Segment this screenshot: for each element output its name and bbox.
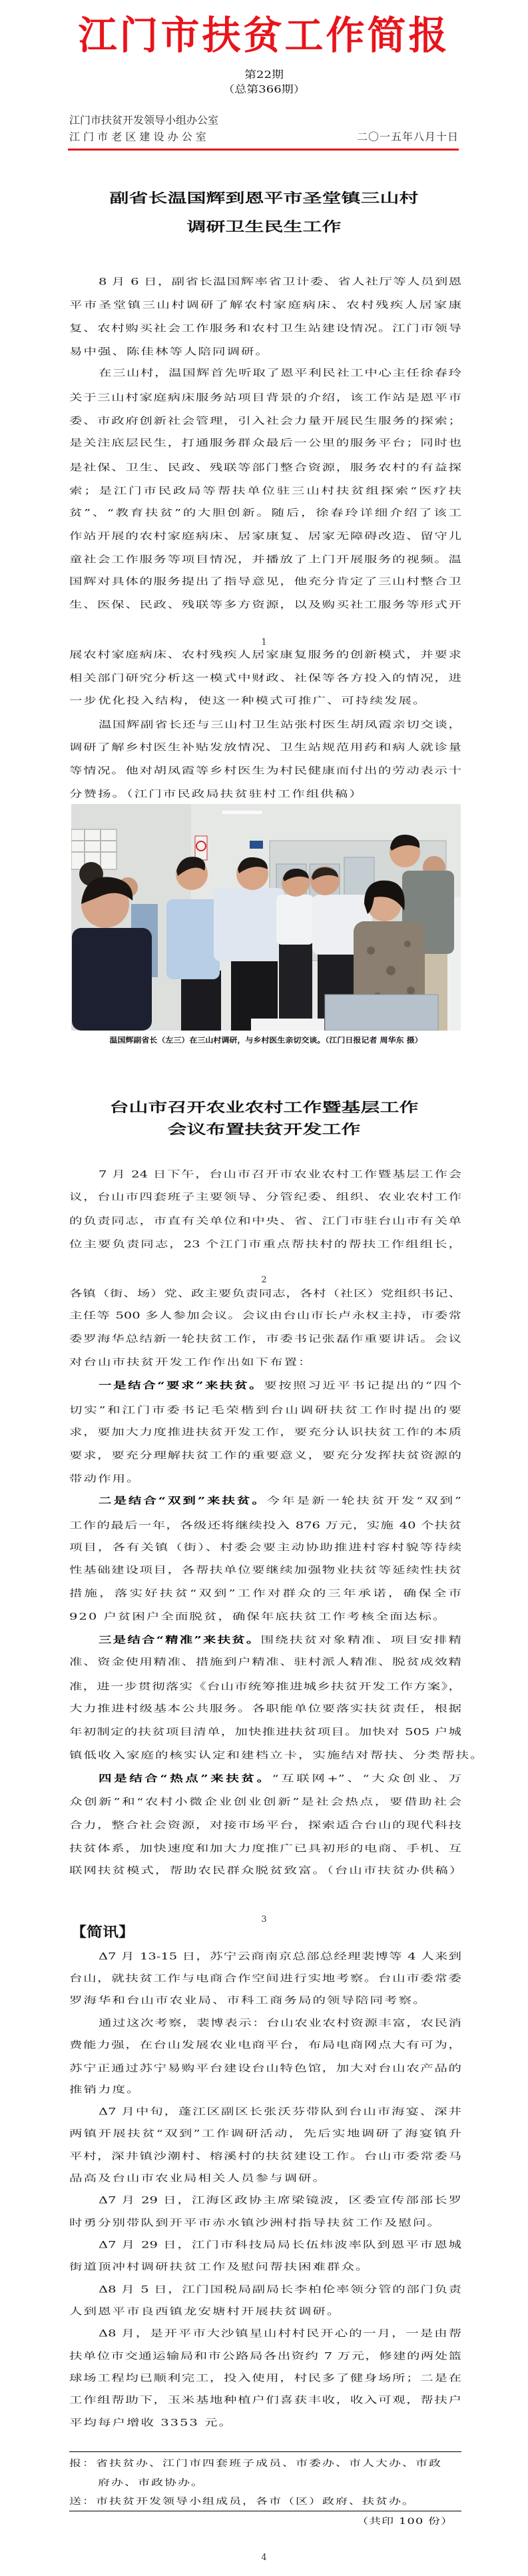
photo-leaders-visiting-clinic	[71, 804, 461, 1031]
paragraph-line	[99, 277, 461, 286]
article-2-title-line-2: 会议布置扶贫开发工作	[167, 1121, 361, 1137]
paragraph-line	[69, 1428, 461, 1437]
issue-number: 第22期	[244, 69, 284, 81]
paragraph-text: Δ8 月，是开平市大沙镇星山村村民开心的一月，一是由帮	[99, 2328, 461, 2340]
send-to-line: 送：市扶贫开发领导小组成员，各市（区）政府、扶贫办。	[69, 2496, 415, 2507]
paragraph-line	[69, 1474, 461, 1484]
paragraph-line	[99, 1170, 461, 1179]
paragraph-line	[99, 720, 461, 729]
paragraph-line	[69, 1451, 461, 1460]
paragraph-line	[69, 1821, 461, 1830]
paragraph-line	[69, 1797, 461, 1807]
paragraph-line	[69, 2418, 461, 2427]
paragraph-text: 众创新”和“农村小微企业创业创新”是社会热点，要借助社会	[69, 1796, 461, 1808]
paragraph-line	[69, 1657, 461, 1667]
paragraph-line	[99, 2018, 461, 2028]
paragraph-line	[99, 2196, 461, 2205]
paragraph-text: 准、资金使用精准、措施到户精准、驻村派人精准、脱贫成效精	[69, 1656, 461, 1668]
photo-caption: 温国辉副省长（左三）在三山村调研，与乡村医生亲切交谈。（江门日报记者 周华东 摄）	[109, 1036, 423, 1045]
header-divider	[68, 149, 459, 151]
paragraph-text: 性基础建设项目，各帮扶单位要继续加强物业扶贫等延续性扶贫	[69, 1564, 461, 1576]
paragraph-text: 大力推进村级基本公共服务。各职能单位要落实扶贫责任，根据	[69, 1703, 461, 1715]
paragraph-line	[69, 1844, 461, 1853]
paragraph-line	[69, 1865, 464, 1877]
paragraph-text: 苏宁正通过苏宁易购平台建设台山特色馆，加大对台山农产品的	[69, 2062, 461, 2074]
paragraph-line	[69, 2129, 461, 2138]
paragraph-text: 一步优化投入结构，使这一种模式可推广、可持续发展。	[69, 695, 427, 707]
paragraph-lead: 三是结合“精准”来扶贫。	[99, 1634, 261, 1646]
article-1-photo	[71, 804, 461, 1031]
paragraph-text: “互联网+”、“大众创业、万	[272, 1773, 461, 1785]
article-1-title-line-1: 副省长温国辉到恩平市圣堂镇三山村	[109, 190, 419, 206]
paragraph-line	[69, 2373, 461, 2383]
paragraph-text: 对台山市扶贫开发工作作出如下布置：	[69, 1356, 313, 1368]
paragraph-text: 童社会工作服务等项目情况，并播放了上门开展服务的视频。温	[69, 554, 461, 566]
paragraph-line	[69, 1565, 461, 1575]
paragraph-line	[69, 2064, 461, 2073]
paragraph-line	[69, 1704, 461, 1713]
paragraph-line	[69, 1749, 485, 1761]
paragraph-line	[69, 438, 461, 448]
paragraph-line	[99, 2285, 461, 2294]
paragraph-line	[69, 1727, 461, 1737]
paragraph-text: 求，要加大力度推进扶贫开发工作，要充分认识扶贫工作的本质	[69, 1426, 461, 1438]
bulletin-title: 江门市扶贫工作简报	[78, 13, 450, 58]
paragraph-text: 关于三山村家庭病床服务站项目背景的介绍，该工作站是恩平市	[69, 392, 461, 404]
paragraph-line	[69, 2085, 461, 2094]
paragraph-text: 相关部门研究分析这一模式中财政、社保等各方投入的情况，进	[69, 672, 461, 684]
issue-date: 二〇一五年八月十日	[356, 131, 459, 143]
paragraph-text: 项目，各有关镇（街）、村委会要主动协助推进村容村貌等待续	[69, 1541, 461, 1553]
paragraph-text: Δ7 月中旬，蓬江区副区长张沃芬带队到台山市海宴、深井	[99, 2106, 461, 2118]
paragraph-text: 平市圣堂镇三山村调研了解农村家庭病床、农村残疾人居家康	[69, 299, 461, 311]
paragraph-line	[69, 600, 461, 610]
article-2-title-line-1: 台山市召开农业农村工作暨基层工作	[109, 1099, 419, 1115]
paragraph-text: 议，台山市四套班子主要领导、分管纪委、组织、农业农村工作	[69, 1191, 461, 1203]
paragraph-text: 切实”和江门市委书记毛荣楷到台山调研扶贫工作时提出的要	[69, 1404, 461, 1416]
paragraph-text: 要按照习近平书记提出的“四个	[264, 1380, 461, 1392]
paragraph-text: 合力，整合社会资源，对接市场平台，探索适合台山的现代科技	[69, 1819, 461, 1831]
paragraph-text: 平村，深井镇沙潮村、榕溪村的扶贫建设工作。台山市委常委马	[69, 2150, 461, 2162]
paragraph-text: 扶贫体系，加快速度和加大力度推广已具初形的电商、手机、互	[69, 1843, 461, 1855]
paragraph-text: 8 月 6 日，副省长温国辉率省卫计委、省人社厅等人员到恩	[99, 276, 461, 288]
paragraph-line	[69, 2307, 461, 2316]
paragraph-line	[69, 673, 461, 683]
paragraph-line	[69, 1974, 461, 1983]
paragraph-line	[69, 1334, 461, 1344]
paragraph-line	[99, 1635, 461, 1645]
paragraph-text: 围绕扶贫对象精准、项目安排精	[260, 1634, 461, 1646]
page-number: 2	[261, 1275, 267, 1285]
paragraph-line	[69, 532, 461, 541]
paragraph-text: 两镇开展扶贫“双到”工作调研活动，先后实地调研了海宴镇升	[69, 2128, 461, 2140]
paragraph-line	[69, 1521, 461, 1530]
total-issue-number: （总第366期）	[222, 83, 306, 95]
paragraph-line	[69, 1192, 461, 1202]
paragraph-line	[69, 789, 461, 799]
paragraph-text: 通过这次考察，裴博表示：台山农业农村资源丰富，农民消	[99, 2017, 461, 2029]
paragraph-lead: 二是结合“双到”来扶贫。	[99, 1495, 267, 1507]
paragraph-line	[69, 300, 461, 310]
paragraph-text: 委、市政府创新社会管理，引入社会力量开展民生服务的探索；	[69, 415, 461, 427]
distribution-top-rule	[69, 2451, 461, 2452]
paragraph-line	[99, 1774, 461, 1783]
paragraph-text: 联网扶贫模式，帮助农民群众脱贫致富。（台山市扶贫办供稿）	[69, 1865, 464, 1877]
paragraph-text: 是社保、卫生、民政、残联等部门整合资源，服务农村的有益探	[69, 462, 461, 474]
paragraph-text: 易中强、陈佳林等人陪同调研。	[69, 346, 270, 358]
paragraph-text: 国辉对具体的服务提出了指导意见，他充分肯定了三山村整合卫	[69, 576, 461, 588]
paragraph-text: 要求，要充分理解扶贫工作的重要意义，要充分发挥扶贫资源的	[69, 1450, 461, 1462]
paragraph-line	[99, 2240, 461, 2250]
paragraph-line	[69, 2262, 461, 2272]
paragraph-line	[69, 1216, 461, 1226]
paragraph-text: 分赞扬。（江门市民政局扶贫驻村工作组供稿）	[69, 788, 364, 800]
article-1-title-line-2: 调研卫生民生工作	[186, 218, 342, 234]
paragraph-line	[99, 1496, 461, 1505]
paragraph-text: 时勇分别带队到开平市赤水镇沙洲村指导扶贫工作及慰问。	[69, 2217, 442, 2229]
paragraph-text: 年初制定的扶贫项目清单，加快推进扶贫项目。加快对 505 户城	[69, 1726, 461, 1738]
issuer-org-1: 江门市扶贫开发领导小组办公室	[69, 114, 219, 127]
page-number: 3	[261, 1915, 267, 1925]
paragraph-text: 准，进一步贯彻落实《台山市统筹推进城乡扶贫开发工作方案》，	[69, 1681, 461, 1693]
paragraph-text: 平均每户增收 3353 元。	[69, 2417, 234, 2429]
paragraph-line	[69, 1589, 461, 1598]
paragraph-line	[99, 1952, 461, 1961]
paragraph-text: Δ7 月 29 日，江海区政协主席梁镜波，区委宣传部部长罗	[99, 2194, 461, 2206]
paragraph-text: 推销力度。	[69, 2084, 141, 2096]
paragraph-line	[69, 463, 461, 472]
print-copies: （共印 100 份）	[356, 2516, 453, 2527]
paragraph-lead: 四是结合“热点”来扶贫。	[99, 1773, 272, 1785]
paragraph-line	[69, 1682, 461, 1691]
paragraph-line	[69, 1543, 461, 1552]
paragraph-line	[69, 324, 461, 333]
paragraph-text: 各镇（街、场）党、政主要负责同志，各村（社区）党组织书记、	[69, 1288, 461, 1300]
paragraph-text: 带动作用。	[69, 1473, 141, 1485]
paragraph-line	[69, 2395, 461, 2405]
paragraph-text: 费能力强，在台山发展农业电商平台，布局电商网点大有可为，	[69, 2039, 461, 2051]
paragraph-line	[69, 743, 461, 752]
paragraph-lead: 一是结合“要求”来扶贫。	[99, 1380, 264, 1392]
paragraph-line	[69, 766, 461, 775]
paragraph-text: 委罗海华总结新一轮扶贫工作，市委书记张磊作重要讲话。会议	[69, 1333, 461, 1345]
paragraph-text: 工作的最后一年，各级还将继续投入 876 万元，实施 40 个扶贫	[69, 1519, 461, 1531]
paragraph-line	[69, 2152, 461, 2161]
paragraph-line	[69, 2040, 461, 2050]
paragraph-text: 人到恩平市良西镇龙安塘村开展扶贫调研。	[69, 2306, 342, 2318]
paragraph-line	[69, 555, 461, 564]
paragraph-text: Δ8 月 5 日，江门国税局副局长李柏伦率领分管的部门负责	[99, 2284, 461, 2296]
paragraph-text: 今年是新一轮扶贫开发“双到”	[266, 1495, 461, 1507]
paragraph-text: 球场工程均已顺利完工，投入使用，村民多了健身场所；二是在	[69, 2372, 461, 2384]
paragraph-line	[69, 1612, 461, 1621]
paragraph-text: 位主要负责同志，23 个江门市重点帮扶村的帮扶工作组组长，	[69, 1238, 461, 1250]
paragraph-text: 台山，就扶贫工作与电商合作空间进行实地考察。台山市委常委	[69, 1972, 461, 1984]
paragraph-text: 等情况。他对胡凤霞等乡村医生为村民健康而付出的劳动表示十	[69, 765, 461, 777]
paragraph-line	[69, 393, 461, 402]
paragraph-text: 7 月 24 日下午，台山市召开市农业农村工作暨基层工作会	[99, 1168, 461, 1180]
paragraph-text: 措施，落实好扶贫“双到”工作对群众的三年承诺，确保全市	[69, 1587, 461, 1599]
paragraph-text: 贫”、“教育扶贫”的大胆创新。随后，徐春玲详细介绍了该工	[69, 507, 461, 519]
paragraph-line	[69, 1240, 461, 1249]
paragraph-line	[69, 416, 461, 426]
paragraph-text: 索；是江门市民政局等帮扶单位驻三山村扶贫组探索“医疗扶	[69, 485, 461, 497]
paragraph-text: 920 户贫困户全面脱贫，确保年底扶贫工作考核全面达标。	[69, 1611, 447, 1623]
paragraph-line	[99, 2329, 461, 2338]
paragraph-line	[69, 1311, 461, 1320]
paragraph-line	[69, 2218, 461, 2228]
paragraph-line	[69, 1996, 461, 2005]
paragraph-line	[69, 696, 461, 705]
paragraph-text: 是关注底层民生，打通服务群众最后一公里的服务平台；同时也	[69, 437, 461, 449]
paragraph-line	[69, 1358, 461, 1367]
paragraph-text: 展农村家庭病床、农村残疾人居家康复服务的创新模式，并要求	[69, 649, 461, 661]
paragraph-line	[69, 508, 461, 518]
paragraph-text: 罗海华和台山市农业局、市科工商务局的领导陪同考察。	[69, 1994, 427, 2006]
paragraph-line	[69, 650, 461, 659]
report-to-line-2: 府办、市政协办。	[98, 2477, 204, 2488]
paragraph-line	[69, 1289, 461, 1298]
paragraph-text: 作站开展的农村家庭病床、居家康复、居家无障碍改造、留守儿	[69, 530, 461, 542]
paragraph-text: 镇低收入家庭的核实认定和建档立卡，实施结对帮扶、分类帮扶。	[69, 1749, 485, 1761]
paragraph-line	[69, 347, 461, 356]
paragraph-text: 复、农村购买社会工作服务和农村卫生站建设情况。江门市领导	[69, 322, 461, 334]
paragraph-line	[99, 368, 461, 378]
paragraph-text: 扶单位市交通运输局和市公路局各出资约 7 万元，修建的两处篮	[69, 2350, 461, 2362]
paragraph-text: 工作组帮助下，玉米基地种植户们喜获丰收，收入可观，帮扶户	[69, 2394, 461, 2406]
paragraph-text: 品高及台山市农业局相关人员参与调研。	[69, 2172, 328, 2184]
paragraph-line	[99, 2107, 461, 2116]
paragraph-text: 主任等 500 多人参加会议。会议由台山市长卢永权主持，市委常	[69, 1310, 461, 1322]
paragraph-text: Δ7 月 13-15 日，苏宁云商南京总部总经理裴博等 4 人来到	[99, 1950, 461, 1962]
briefs-heading: 【简讯】	[71, 1923, 134, 1940]
page-number: 1	[261, 638, 267, 647]
paragraph-line	[69, 486, 461, 496]
paragraph-text: Δ7 月 29 日，江门市科技局局长伍炜波率队到恩平市恩城	[99, 2239, 461, 2251]
paragraph-text: 街道顶冲村调研扶贫工作及慰问帮扶困难群众。	[69, 2261, 370, 2273]
paragraph-text: 温国辉副省长还与三山村卫生站张村医生胡凤霞亲切交谈，	[99, 719, 461, 731]
paragraph-text: 在三山村，温国辉首先听取了恩平利民社工中心主任徐春玲	[99, 367, 461, 379]
paragraph-text: 生、医保、民政、残联等多方资源，以及购买社工服务等形式开	[69, 599, 461, 611]
paragraph-line	[69, 1406, 461, 1415]
paragraph-line	[99, 1381, 461, 1390]
paragraph-text: 的负责同志，市直有关单位和中央、省、江门市驻台山市有关单	[69, 1215, 461, 1227]
paragraph-text: 调研了解乡村医生补贴发放情况、卫生站规范用药和病人就诊量	[69, 741, 461, 753]
paragraph-line	[69, 2352, 461, 2361]
paragraph-line	[69, 577, 461, 586]
page-number: 4	[261, 2553, 267, 2563]
report-to-line-1: 报：省扶贫办、江门市四套班子成员、市委办、市人大办、市政	[69, 2458, 442, 2469]
issuer-org-2: 江 门 市 老 区 建 设 办 公 室	[69, 131, 206, 143]
paragraph-line	[69, 2174, 461, 2183]
